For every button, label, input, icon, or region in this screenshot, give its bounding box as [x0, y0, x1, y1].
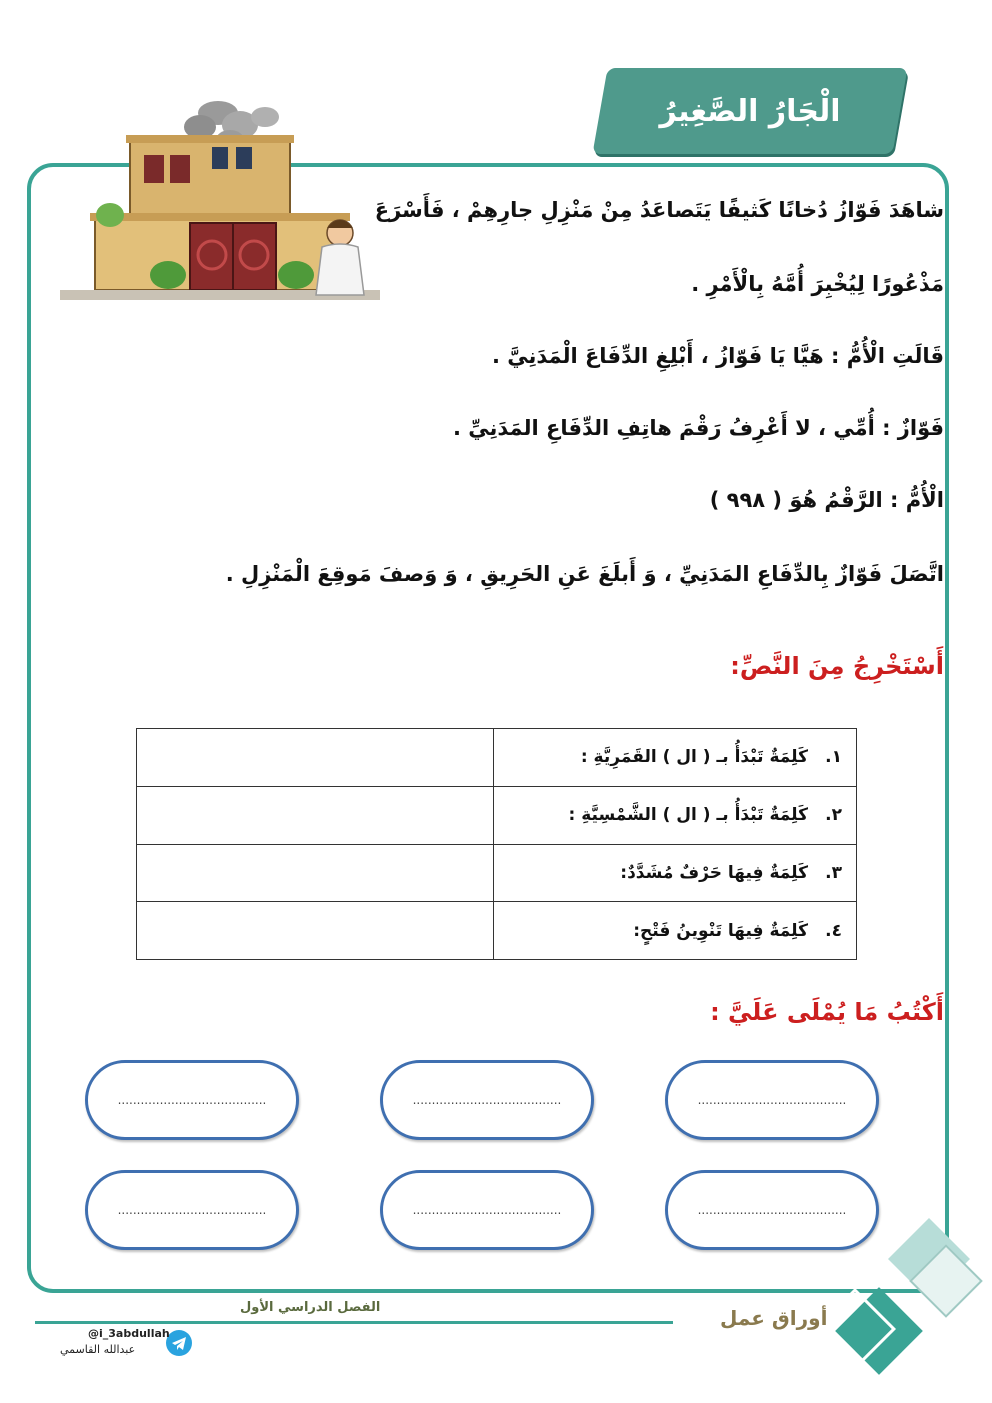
story-line-4: فَوّازٌ : أُمِّي ، لا أَعْرِفُ رَقْمَ هاتِفِ الدِّفَاعِ المَدَنِيِّ .: [452, 416, 944, 440]
table-row: [137, 902, 857, 960]
table-row: [137, 844, 857, 902]
footer-line: [35, 1321, 673, 1324]
question-number: ٤.: [825, 920, 842, 941]
answer-cell[interactable]: [137, 844, 494, 902]
story-line-5: الْأُمُّ : الرَّقْمُ هُوَ ( ٩٩٨ ): [709, 488, 944, 512]
question-number: ٢.: [825, 805, 842, 826]
question-text: كَلِمَةٌ فِيهَا تَنْوِينُ فَتْحٍ:: [633, 920, 808, 941]
answer-cell[interactable]: [137, 729, 494, 787]
page-title: الْجَارُ الصَّغِيرُ: [659, 93, 841, 129]
footer-handle: @i_3abdullah: [88, 1327, 170, 1340]
answer-cell[interactable]: [137, 786, 494, 844]
dictation-box-6[interactable]: .......................................: [85, 1170, 299, 1250]
extract-heading: أَسْتَخْرِجُ مِنَ النَّصِّ:: [730, 652, 944, 680]
footer-signature: عبدالله القاسمي: [60, 1343, 136, 1356]
dictation-box-5[interactable]: .......................................: [380, 1170, 594, 1250]
question-text: كَلِمَةٌ تَبْدَأُ بـ ( ال ) الشَّمْسِيَّةِ :: [568, 805, 808, 826]
story-line-3: قَالَتِ الْأُمُّ : هَيَّا يَا فَوّازُ ، أَبْلِغِ الدِّفَاعَ الْمَدَنِيَّ .: [491, 344, 944, 368]
question-cell: [494, 902, 857, 960]
question-cell: [494, 786, 857, 844]
story-line-1: شاهَدَ فَوّازُ دُخانًا كَثيفًا يَتَصاعَدُ مِنْ مَنْزِلِ جارِهِمْ ، فَأَسْرَعَ: [374, 198, 944, 222]
story-line-2: مَذْعُورًا لِيُخْبِرَ أُمَّهُ بِالْأَمْرِ .: [691, 272, 944, 296]
house-illustration: [40, 95, 390, 305]
dictation-box-3[interactable]: .......................................: [85, 1060, 299, 1140]
footer-term: الفصل الدراسي الأول: [240, 1300, 381, 1315]
dictation-box-4[interactable]: .......................................: [665, 1170, 879, 1250]
question-text: كَلِمَةٌ فِيهَا حَرْفٌ مُشَدَّدٌ:: [620, 862, 808, 883]
footer-worksheets: أوراق عمل: [720, 1306, 828, 1330]
dictation-heading: أَكْتُبُ مَا يُمْلَى عَلَيَّ :: [710, 998, 944, 1026]
question-number: ٣.: [825, 862, 842, 883]
question-text: كَلِمَةٌ تَبْدَأُ بـ ( ال ) القَمَرِيَّةِ :: [580, 747, 808, 768]
question-number: ١.: [825, 747, 842, 768]
dictation-box-2[interactable]: .......................................: [380, 1060, 594, 1140]
question-cell: [494, 844, 857, 902]
dictation-box-1[interactable]: .......................................: [665, 1060, 879, 1140]
table-row: [137, 786, 857, 844]
story-line-6: اتَّصَلَ فَوّازٌ بِالدِّفَاعِ المَدَنِيِّ ، وَ أَبلَغَ عَنِ الحَرِيقِ ، وَ وَصفَ مَوقِعَ الْمَنْزِلِ .: [225, 562, 944, 586]
table-row: [137, 729, 857, 787]
extract-table: [136, 728, 857, 960]
telegram-icon: [166, 1330, 192, 1356]
answer-cell[interactable]: [137, 902, 494, 960]
question-cell: [494, 729, 857, 787]
